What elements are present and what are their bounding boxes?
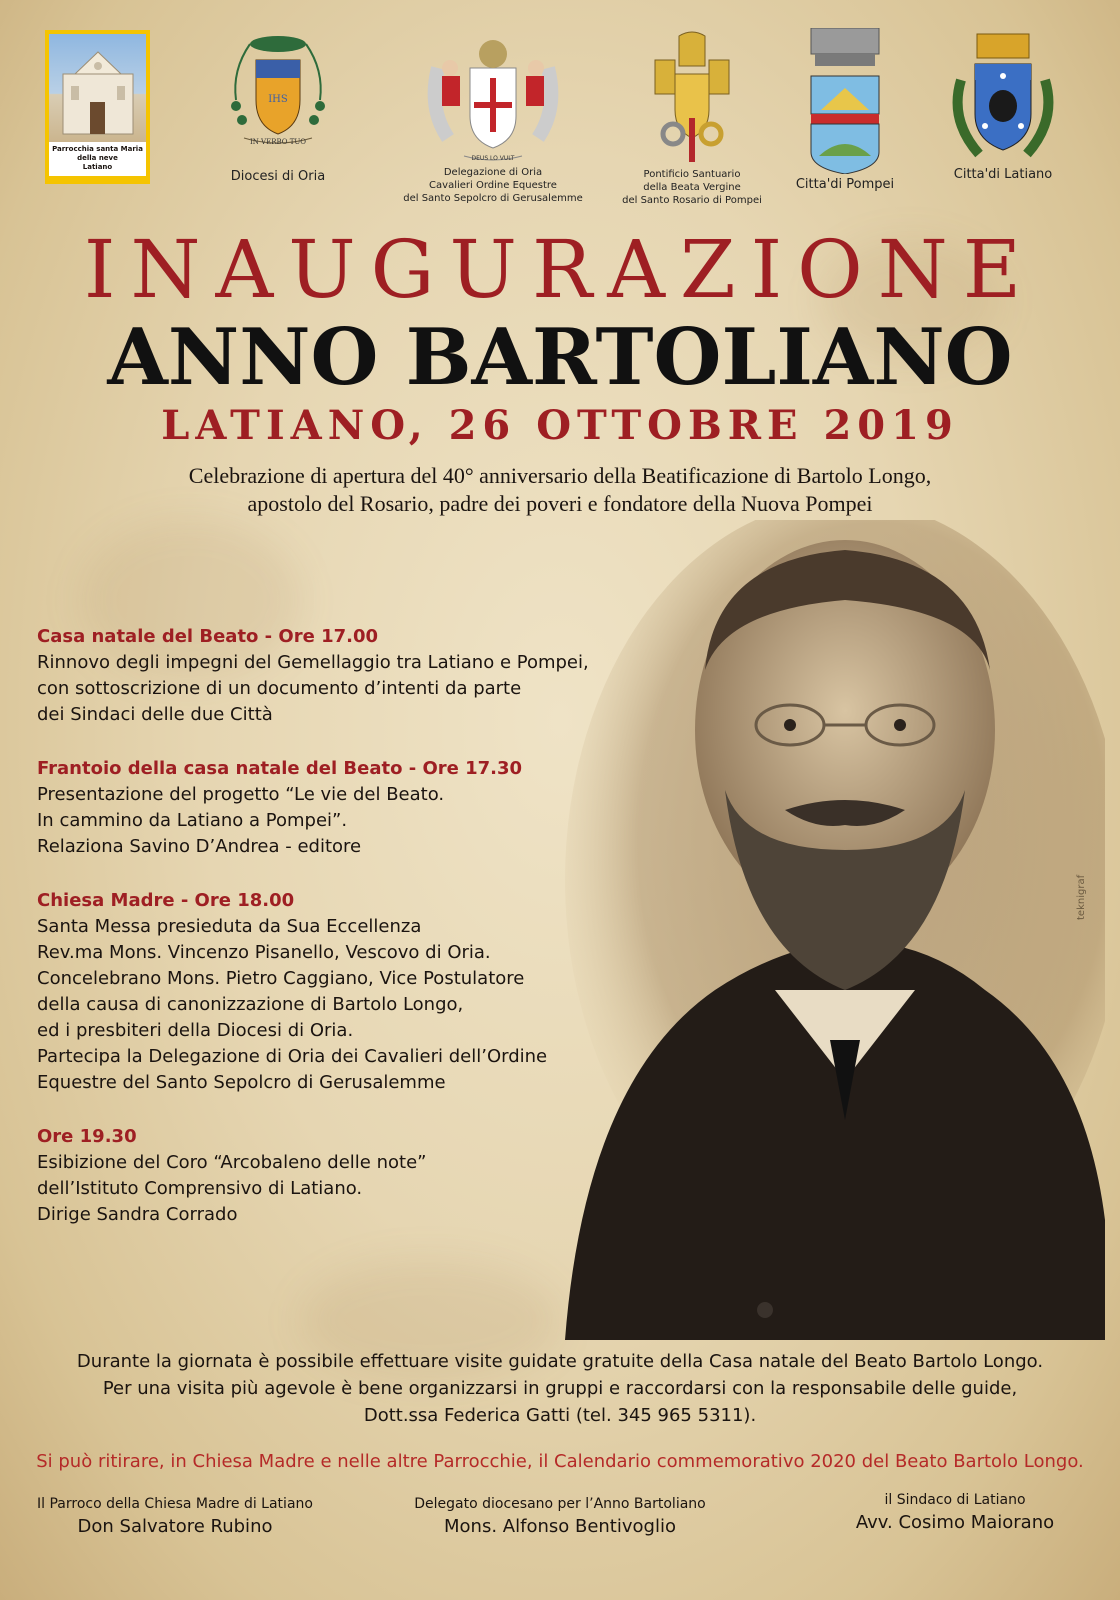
schedule-line: Dirige Sandra Corrado: [37, 1204, 238, 1225]
signature-name: Don Salvatore Rubino: [77, 1516, 273, 1537]
schedule-line: Equestre del Santo Sepolcro di Gerusalemme: [37, 1072, 446, 1093]
schedule-line: Concelebrano Mons. Pietro Caggiano, Vice Postulatore: [37, 968, 525, 989]
schedule-line: dei Sindaci delle due Città: [37, 704, 273, 725]
parish-logo: [45, 30, 150, 184]
pompei-logo: [790, 28, 900, 191]
subtitle-line: apostolo del Rosario, padre dei poveri e fondatore della Nuova Pompei: [247, 491, 873, 516]
signature-name: Mons. Alfonso Bentivoglio: [444, 1516, 676, 1537]
cavalieri-caption: Delegazione di Oria Cavalieri Ordine Equestre del Santo Sepolcro di Gerusalemme: [403, 167, 583, 204]
visit-info-line: Per una visita più agevole è bene organizzarsi in gruppi e raccordarsi con la responsabile delle guide,: [102, 1378, 1018, 1399]
title-anno-bartoliano: ANNO BARTOLIANO: [107, 312, 1013, 403]
schedule-item: [37, 624, 617, 728]
schedule-line: Esibizione del Coro “Arcobaleno delle note”: [37, 1152, 427, 1173]
church-photo: [49, 34, 146, 142]
svg-text:IHS: IHS: [268, 94, 288, 105]
schedule-line: In cammino da Latiano a Pompei”.: [37, 810, 348, 831]
svg-text:DEUS LO VULT: DEUS LO VULT: [471, 155, 515, 162]
schedule-line: con sottoscrizione di un documento d’intenti da parte: [37, 678, 522, 699]
signature-parroco: [20, 1494, 330, 1540]
signature-role: Il Parroco della Chiesa Madre di Latiano: [37, 1496, 313, 1512]
pompei-caption: Citta'di Pompei: [795, 177, 895, 192]
schedule-line: Rinnovo degli impegni del Gemellaggio tra Latiano e Pompei,: [37, 652, 589, 673]
schedule-heading: Chiesa Madre - Ore 18.00: [37, 890, 295, 911]
visit-info-line: Durante la giornata è possibile effettuare visite guidate gratuite della Casa natale del Beato Bartolo Longo.: [76, 1351, 1044, 1372]
parish-caption: Parrocchia santa Maria della neve Latiano: [49, 142, 146, 176]
subtitle: [0, 462, 1120, 518]
watermark: teknigraf: [1076, 874, 1087, 920]
schedule-heading: Casa natale del Beato - Ore 17.00: [37, 626, 379, 647]
cavalieri-logo: [398, 28, 588, 205]
cavalieri-crest-icon: [408, 28, 578, 162]
subtitle-line: Celebrazione di apertura del 40° anniversario della Beatificazione di Bartolo Longo,: [188, 463, 932, 488]
schedule-line: Presentazione del progetto “Le vie del Beato.: [37, 784, 445, 805]
schedule-item: [37, 888, 617, 1096]
signature-role: il Sindaco di Latiano: [884, 1492, 1026, 1508]
svg-text:IN VERBO TUO: IN VERBO TUO: [249, 138, 307, 146]
schedule-line: Partecipa la Delegazione di Oria dei Cavalieri dell’Ordine: [37, 1046, 548, 1067]
schedule-line: Relaziona Savino D’Andrea - editore: [37, 836, 362, 857]
schedule-item: [37, 756, 617, 860]
schedule-line: dell’Istituto Comprensivo di Latiano.: [37, 1178, 363, 1199]
schedule-heading: Frantoio della casa natale del Beato - Ore 17.30: [37, 758, 523, 779]
signature-sindaco: [830, 1490, 1080, 1536]
diocesi-logo: [218, 30, 338, 183]
title-inaugurazione: INAUGURAZIONE: [83, 223, 1037, 316]
calendar-notice: Si può ritirare, in Chiesa Madre e nelle altre Parrocchie, il Calendario commemorativo 2020 del Beato Bartolo Longo.: [36, 1451, 1084, 1472]
santuario-logo: [612, 30, 772, 207]
signature-delegato: [395, 1494, 725, 1540]
visit-info: [0, 1348, 1120, 1429]
title-date: LATIANO, 26 OTTOBRE 2019: [161, 402, 959, 449]
signature-role: Delegato diocesano per l’Anno Bartoliano: [414, 1496, 706, 1512]
schedule-line: della causa di canonizzazione di Bartolo Longo,: [37, 994, 464, 1015]
diocesi-caption: Diocesi di Oria: [230, 169, 326, 184]
visit-info-line: Dott.ssa Federica Gatti (tel. 345 965 5311).: [363, 1405, 757, 1426]
santuario-crest-icon: [637, 30, 747, 164]
latiano-caption: Citta'di Latiano: [953, 167, 1053, 182]
schedule-item: [37, 1124, 617, 1228]
schedule-heading: Ore 19.30: [37, 1126, 137, 1147]
schedule-line: ed i presbiteri della Diocesi di Oria.: [37, 1020, 354, 1041]
schedule-line: Santa Messa presieduta da Sua Eccellenza: [37, 916, 422, 937]
pompei-crest-icon: [805, 28, 885, 174]
latiano-crest-icon: [949, 30, 1057, 164]
portrait-bartolo-longo: [545, 520, 1105, 1340]
signature-name: Avv. Cosimo Maiorano: [855, 1512, 1055, 1533]
latiano-logo: [938, 30, 1068, 181]
santuario-caption: Pontificio Santuario della Beata Vergine del Santo Rosario di Pompei: [622, 169, 762, 206]
schedule-line: Rev.ma Mons. Vincenzo Pisanello, Vescovo di Oria.: [37, 942, 491, 963]
diocesi-crest-icon: [222, 30, 334, 148]
